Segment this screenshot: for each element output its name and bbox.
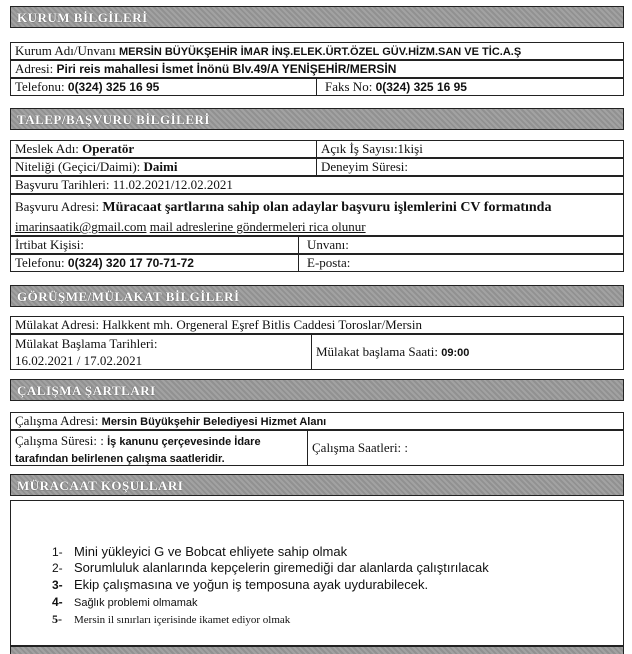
contact-phone-row [10,254,624,272]
open-positions: Açık İş Sayısı:1kişi [321,141,423,156]
address-label: Adresi: [15,61,54,76]
contact-phone-label: Telefonu: [15,255,65,270]
fax-value: 0(324) 325 16 95 [375,80,467,94]
condition-item: 4- Sağlık problemi olmamak [52,595,198,609]
interview-start-dates-label: Mülakat Başlama Tarihleri: [15,336,158,351]
interview-address-row [10,316,624,334]
fax-label: Faks No: [325,79,373,94]
condition-item: 2- Sorumluluk alanlarında kepçelerin giremediği dar alanlarda çalıştırılacak [52,560,489,575]
section-header-interview [10,285,624,307]
address-row [10,60,624,78]
contact-phone-value: 0(324) 320 17 70-71-72 [67,256,194,270]
phone-label: Telefonu: [15,79,65,94]
condition-item: 1- Mini yükleyici G ve Bobcat ehliyete sahip olmak [52,544,348,559]
section-title: ÇALIŞMA ŞARTLARI [17,383,156,398]
application-address-value: Müracaat şartlarına sahip olan adaylar başvuru işlemlerini CV formatında [102,200,552,215]
contact-person-label: İrtibat Kişisi: [15,237,84,252]
interview-start-dates-value: 16.02.2021 / 17.02.2021 [15,353,143,368]
work-duration-value: İş kanunu çerçevesinde İdare tarafından belirlenen çalışma saatleridir. [15,436,261,465]
section-title: KURUM BİLGİLERİ [17,10,148,25]
nature-value: Daimi [143,159,178,174]
occupation-row [10,140,624,158]
institution-name-value: MERSİN BÜYÜKŞEHİR İMAR İNŞ.ELEK.ÜRT.ÖZEL GÜV.HİZM.SAN VE TİC.A.Ş [119,46,522,58]
application-address-tail: mail adreslerine göndermeleri rica olunur [149,219,366,234]
application-address-label: Başvuru Adresi: [15,199,100,214]
work-hours-label: Çalışma Saatleri: : [312,440,409,455]
interview-time-value: 09:00 [441,347,470,359]
trial-period-label: Deneyim Süresi: [321,159,409,174]
institution-name-row [10,42,624,60]
section-header-working-conditions [10,379,624,401]
interview-dates-row [10,334,624,370]
nature-label: Niteliği (Geçici/Daimi): [15,159,141,174]
section-header-institution [10,6,624,28]
application-address-row [10,194,624,236]
work-address-label: Çalışma Adresi: [15,413,99,428]
address-value: Piri reis mahallesi İsmet İnönü Blv.49/A YENİŞEHİR/MERSİN [56,62,397,76]
section-title: MÜRACAAT KOŞULLARI [17,478,184,493]
phone-fax-row [10,78,624,96]
nature-row [10,158,624,176]
work-address-value: Mersin Büyükşehir Belediyesi Hizmet Alanı [101,416,327,428]
contact-person-row [10,236,624,254]
occupation-value: Operatör [82,141,135,156]
job-posting-form [10,0,624,652]
interview-address: Mülakat Adresi: Halkkent mh. Orgeneral Eşref Bitlis Caddesi Toroslar/Mersin [15,317,422,332]
occupation-label: Meslek Adı: [15,141,79,156]
email-link[interactable]: imarinsaatik@gmail.com [15,219,147,234]
work-duration-label: Çalışma Süresi: : [15,433,104,448]
condition-item: 5- Mersin il sınırları içerisinde ikamet ediyor olmak [52,612,291,626]
section-title: GÖRÜŞME/MÜLAKAT BİLGİLERİ [17,289,240,304]
section-header-application [10,108,624,130]
work-duration-row [10,430,624,466]
interview-time-label: Mülakat başlama Saati: [316,344,439,359]
phone-value: 0(324) 325 16 95 [67,80,160,94]
section-title: TALEP/BAŞVURU BİLGİLERİ [17,112,210,127]
bottom-bar [10,646,624,654]
application-dates-row [10,176,624,194]
application-dates: Başvuru Tarihleri: 11.02.2021/12.02.2021 [15,177,233,192]
title-label: Unvanı: [307,237,349,252]
work-address-row [10,412,624,430]
condition-item: 3- Ekip çalışmasına ve yoğun iş temposuna ayak uydurabilecek. [52,577,429,592]
institution-name-label: Kurum Adı/Unvanı [15,43,116,58]
section-header-conditions [10,474,624,496]
email-label: E-posta: [307,255,351,270]
